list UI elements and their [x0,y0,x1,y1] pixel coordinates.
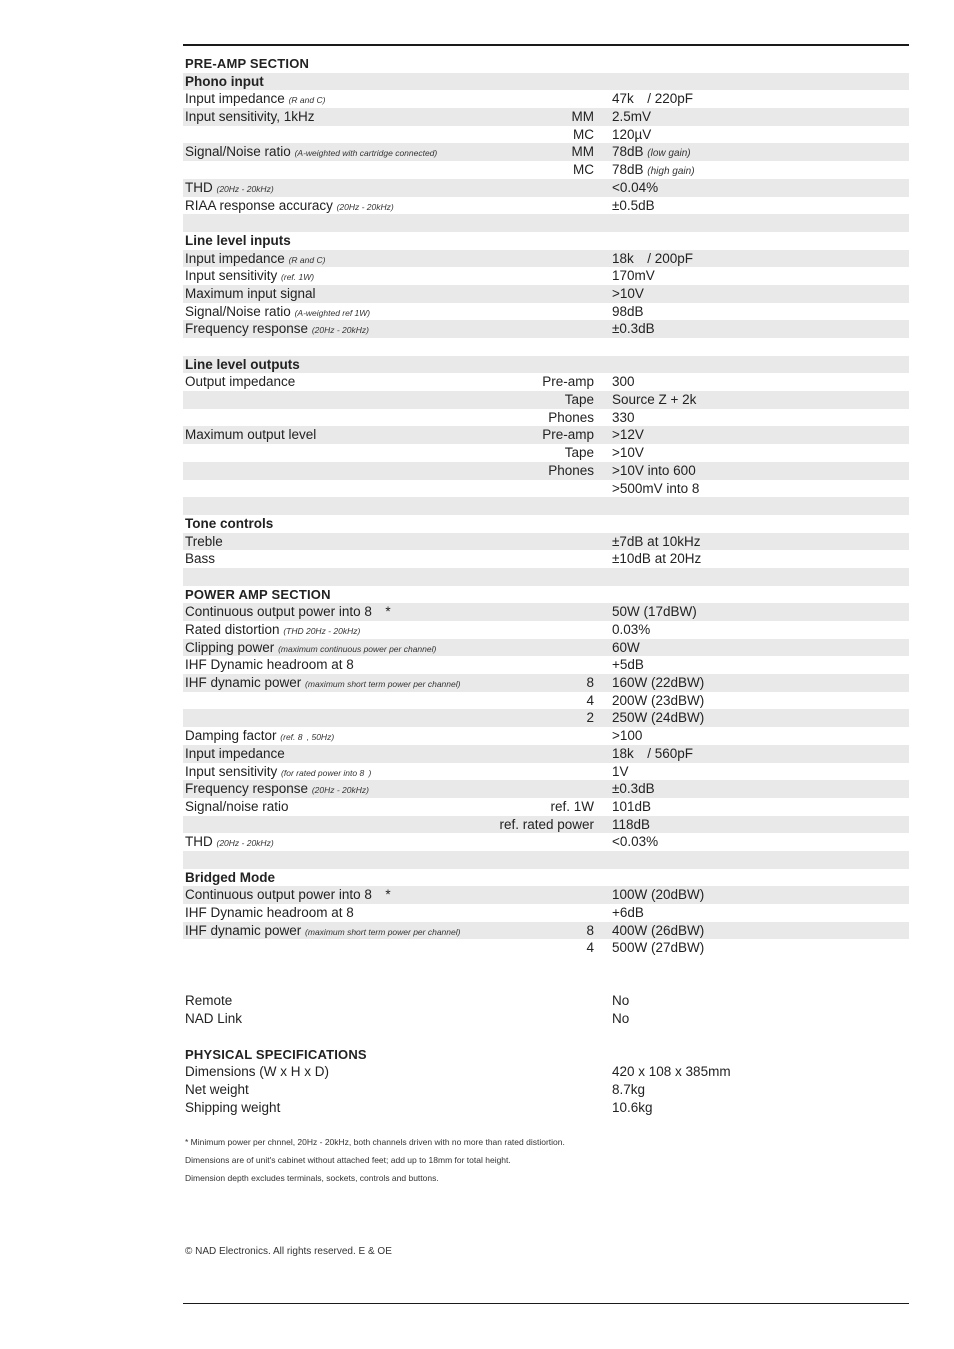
spec-row [183,833,909,851]
spec-value [612,1010,629,1028]
spec-label-note: (20Hz - 20kHz) [216,838,274,849]
spec-value-text: >12V [612,427,644,443]
spec-condition: Phones [548,409,594,425]
spec-value [612,603,697,621]
subhead-row [183,232,909,250]
spec-value-text: 98dB [612,303,644,319]
spec-label-text: Signal/Noise ratio [185,303,295,319]
spec-row [183,550,909,568]
spec-value [612,250,693,268]
spec-label-text: Input impedance [185,250,289,266]
spec-value [612,533,700,551]
spec-value-text: <0.04% [612,179,659,195]
spec-value-text: 100W (20dBW) [612,887,705,903]
spec-label-note: (ref. 8 , 50Hz) [280,732,335,743]
spec-row [183,1063,909,1081]
spec-condition: MC [573,162,594,178]
spec-row [183,992,909,1010]
spec-value-text: >10V [612,285,644,301]
spec-label [185,1099,280,1117]
spec-value-text: ±10dB at 20Hz [612,551,702,567]
footnote: Dimension depth excludes terminals, sockets, controls and buttons. [185,1173,439,1183]
spec-row [183,444,909,462]
spec-label-text: IHF Dynamic headroom at 8 [185,657,354,673]
misc-rows [183,992,909,1027]
spec-label-note: (20Hz - 20kHz) [311,785,369,796]
spec-value [612,780,655,798]
spec-value-text: 500W (27dBW) [612,940,705,956]
spec-row [183,462,909,480]
footnote: Dimensions are of unit's cabinet without attached feet; add up to 18mm for total height. [185,1155,511,1165]
spec-value-text: ±0.3dB [612,781,655,797]
spec-value-text: 78dB [612,144,648,160]
bottom-rule [183,1303,909,1304]
subhead-row [183,515,909,533]
spec-row [183,886,909,904]
tone-controls-heading: Tone controls [185,515,274,531]
footnote: * Minimum power per chnnel, 20Hz - 20kHz, both channels driven with no more than rated distiortion. [185,1137,565,1147]
spec-condition: MC [573,126,594,142]
spec-value-text: 250W (24dBW) [612,710,705,726]
spec-value-text: 120µV [612,126,652,142]
spec-label-text: Signal/Noise ratio [185,144,295,160]
spec-value-text: No [612,1011,630,1027]
subhead-row [183,356,909,374]
spec-label-text: THD [185,179,217,195]
spacer-row [183,851,909,869]
spec-value-text: ±0.3dB [612,321,655,337]
spec-label-note: (20Hz - 20kHz) [311,325,369,336]
spec-value-text: 8.7kg [612,1081,646,1097]
spec-condition: ref. rated power [499,816,594,832]
spec-value-text: 78dB [612,162,648,178]
spec-label-note: (20Hz - 20kHz) [336,201,394,212]
spec-value-text: Source Z + 2k [612,392,697,408]
spec-row [183,745,909,763]
spec-row [183,656,909,674]
spec-value-text: 18k / 200pF [612,250,694,266]
spec-label-note: (maximum short term power per channel) [305,926,461,937]
preamp-section-title: PRE-AMP SECTION [185,56,310,71]
spec-condition: Tape [564,392,594,408]
spacer-row [183,214,909,232]
line-outputs-heading: Line level outputs [185,356,300,372]
spec-label-text: Output impedance [185,374,296,390]
section-title-row [183,55,909,73]
spec-value [612,426,644,444]
spec-row [183,90,909,108]
spec-label-note: (maximum continuous power per channel) [278,643,437,654]
spec-row [183,143,909,161]
spec-row [183,1099,909,1117]
spec-label-text: Dimensions (W x H x D) [185,1064,330,1080]
subhead-row [183,73,909,91]
section-title-row [183,1046,909,1064]
line-output-rows [183,373,909,497]
tone-rows [183,533,909,568]
spec-label-text: Maximum output level [185,427,317,443]
spec-value [612,621,650,639]
spec-value-text: 10.6kg [612,1099,653,1115]
spec-row [183,285,909,303]
spec-label-text: Continuous output power into 8 * [185,604,391,620]
spec-value-text: 50W (17dBW) [612,604,697,620]
spec-label-note: (R and C) [288,254,326,265]
spec-label-text: Remote [185,993,233,1009]
spec-label-text: Net weight [185,1081,249,1097]
spacer-row [183,338,909,356]
spec-value-text: No [612,993,630,1009]
power-rows [183,603,909,851]
spec-row [183,639,909,657]
spec-label-note: (A-weighted ref 1W) [294,307,371,318]
spec-value [612,462,696,480]
spec-value-text: >100 [612,728,643,744]
spec-value [612,886,704,904]
spec-value-text: 47k / 220pF [612,91,694,107]
spec-value [612,992,629,1010]
spec-label [185,1063,329,1081]
power-section-title: POWER AMP SECTION [185,586,331,602]
spec-value-text: >10V into 600 [612,462,696,478]
spec-row [183,816,909,834]
spacer-row [183,975,909,993]
spec-value [612,409,635,427]
spec-value [612,709,704,727]
spec-label-text: IHF dynamic power [185,922,306,938]
spec-value [612,1063,731,1081]
spec-row [183,1010,909,1028]
spec-table [183,55,909,1116]
spec-row [183,250,909,268]
spec-value-text: >500mV into 8 [612,480,700,496]
spec-label-text: Input sensitivity, 1kHz [185,109,315,125]
spec-value-text: <0.03% [612,834,659,850]
spec-label-text: Damping factor [185,728,281,744]
spec-label-note: (for rated power into 8 ) [281,767,372,778]
spec-condition: Phones [548,462,594,478]
spec-value-text: 420 x 108 x 385mm [612,1064,731,1080]
spec-value-text: 400W (26dBW) [612,922,705,938]
footnotes [185,1133,885,1187]
spec-label-note: (ref. 1W) [281,272,315,283]
spec-value-text: 200W (23dBW) [612,692,705,708]
subhead-row [183,869,909,887]
spec-value [612,692,704,710]
spec-label-text: IHF Dynamic headroom at 8 [185,905,354,920]
spec-value-text: ±0.5dB [612,197,655,213]
spec-row [183,780,909,798]
copyright-text: © NAD Electronics. All rights reserved. E & OE [185,1246,392,1257]
spec-value [612,1081,645,1099]
spec-value-text: >10V [612,445,644,461]
spec-label-text: Frequency response [185,781,312,797]
spec-label-text: RIAA response accuracy [185,197,337,213]
spec-condition: Tape [564,445,594,461]
spec-label [185,1010,242,1028]
spec-label-note: (R and C) [288,95,326,106]
spec-row [183,161,909,179]
spec-row [183,798,909,816]
spec-value-text: +5dB [612,657,644,673]
spec-label-text: Signal/noise ratio [185,798,289,814]
spec-value [612,745,693,763]
spec-row [183,303,909,321]
spec-value [612,444,644,462]
spec-row [183,391,909,409]
spec-row [183,320,909,338]
spec-condition: Pre-amp [542,427,594,443]
spec-label-note: (maximum short term power per channel) [305,679,461,690]
spec-label-text: Frequency response [185,321,312,337]
line-inputs-heading: Line level inputs [185,232,291,248]
physical-rows [183,1063,909,1116]
spacer-row [183,497,909,515]
spec-value [612,285,644,303]
spec-label [185,1081,249,1099]
spec-value-text: 330 [612,409,635,425]
spec-row [183,674,909,692]
spec-value-text: ±7dB at 10kHz [612,533,701,549]
spec-row [183,480,909,498]
spec-row [183,763,909,781]
spec-label-text: THD [185,834,217,850]
spec-value-note: (high gain) [647,166,695,178]
spec-label-text: Input sensitivity [185,268,282,284]
spec-label-text: Clipping power [185,639,279,655]
spec-row [183,108,909,126]
spec-value [612,303,644,321]
spec-value-text: 2.5mV [612,109,652,125]
spec-label-text: NAD Link [185,1011,243,1027]
top-rule [183,44,909,46]
physical-section-title: PHYSICAL SPECIFICATIONS [185,1046,367,1062]
spec-row [183,409,909,427]
spec-row [183,533,909,551]
spec-value-text: 18k / 560pF [612,745,694,761]
spec-value [612,674,704,692]
spec-row [183,126,909,144]
spec-condition: 4 [586,940,594,956]
spec-row [183,727,909,745]
spec-value [612,391,696,409]
spacer-row [183,1028,909,1046]
spec-value-text: 160W (22dBW) [612,675,705,691]
spec-row [183,904,909,922]
spec-label-text: Input impedance [185,745,285,761]
spec-label-text: Input sensitivity [185,763,282,779]
spec-condition: 8 [586,922,594,938]
spec-label-text: Input impedance [185,91,289,107]
phono-rows [183,90,909,214]
spec-condition: 4 [586,692,594,708]
spacer-row [183,568,909,586]
spec-value-text: 0.03% [612,622,651,637]
spec-value-text: 118dB [612,816,651,832]
spec-row [183,179,909,197]
spec-value [612,320,655,338]
spec-label-text: Treble [185,533,223,549]
spec-row [183,1081,909,1099]
section-title-row [183,586,909,604]
spec-row [183,709,909,727]
spec-value [612,939,704,957]
spec-value-text: +6dB [612,905,644,920]
spec-condition: 8 [586,675,594,691]
spec-value [612,833,658,851]
spec-label-text: Rated distortion [185,622,284,637]
spec-value [612,639,640,657]
spec-row [183,922,909,940]
spec-row [183,603,909,621]
spec-row [183,267,909,285]
spec-row [183,692,909,710]
spec-value-text: 300 [612,374,635,390]
spec-row [183,426,909,444]
spec-label-note: (A-weighted with cartridge connected) [294,148,438,159]
spec-row [183,373,909,391]
spec-value [612,656,644,674]
spec-label-text: Bass [185,551,216,567]
spec-value [612,798,651,816]
spec-value-text: 60W [612,639,640,655]
spec-value [612,727,642,745]
spec-condition: ref. 1W [550,798,594,814]
spacer-row [183,957,909,975]
spec-condition: MM [571,144,594,160]
spec-label-text: Maximum input signal [185,285,316,301]
spec-condition: Pre-amp [542,374,594,390]
spec-value-text: 101dB [612,798,652,814]
spec-label-text: Continuous output power into 8 * [185,887,391,903]
bridged-rows [183,886,909,957]
spec-value [612,904,644,922]
spec-value-text: 1V [612,763,629,779]
spec-row [183,197,909,215]
spec-label-text: IHF dynamic power [185,675,306,691]
spec-label [185,992,232,1010]
bridged-mode-heading: Bridged Mode [185,869,275,885]
spec-value [612,550,701,568]
spec-value [612,922,704,940]
spec-value [612,267,655,285]
phono-input-heading: Phono input [185,73,264,89]
spec-label-text: Shipping weight [185,1099,281,1115]
spec-value-note: (low gain) [647,148,691,160]
line-input-rows [183,250,909,338]
spec-condition: MM [571,109,594,125]
spec-label-note: (20Hz - 20kHz) [216,183,274,194]
spec-value [612,816,650,834]
spec-value [612,1099,653,1117]
spec-value [612,763,629,781]
spec-value [612,480,699,498]
spec-value [612,373,635,391]
spec-row [183,939,909,957]
spec-condition: 2 [586,710,594,726]
spec-row [183,621,909,639]
spec-value-text: 170mV [612,268,655,284]
spec-label-note: (THD 20Hz - 20kHz) [283,626,361,636]
